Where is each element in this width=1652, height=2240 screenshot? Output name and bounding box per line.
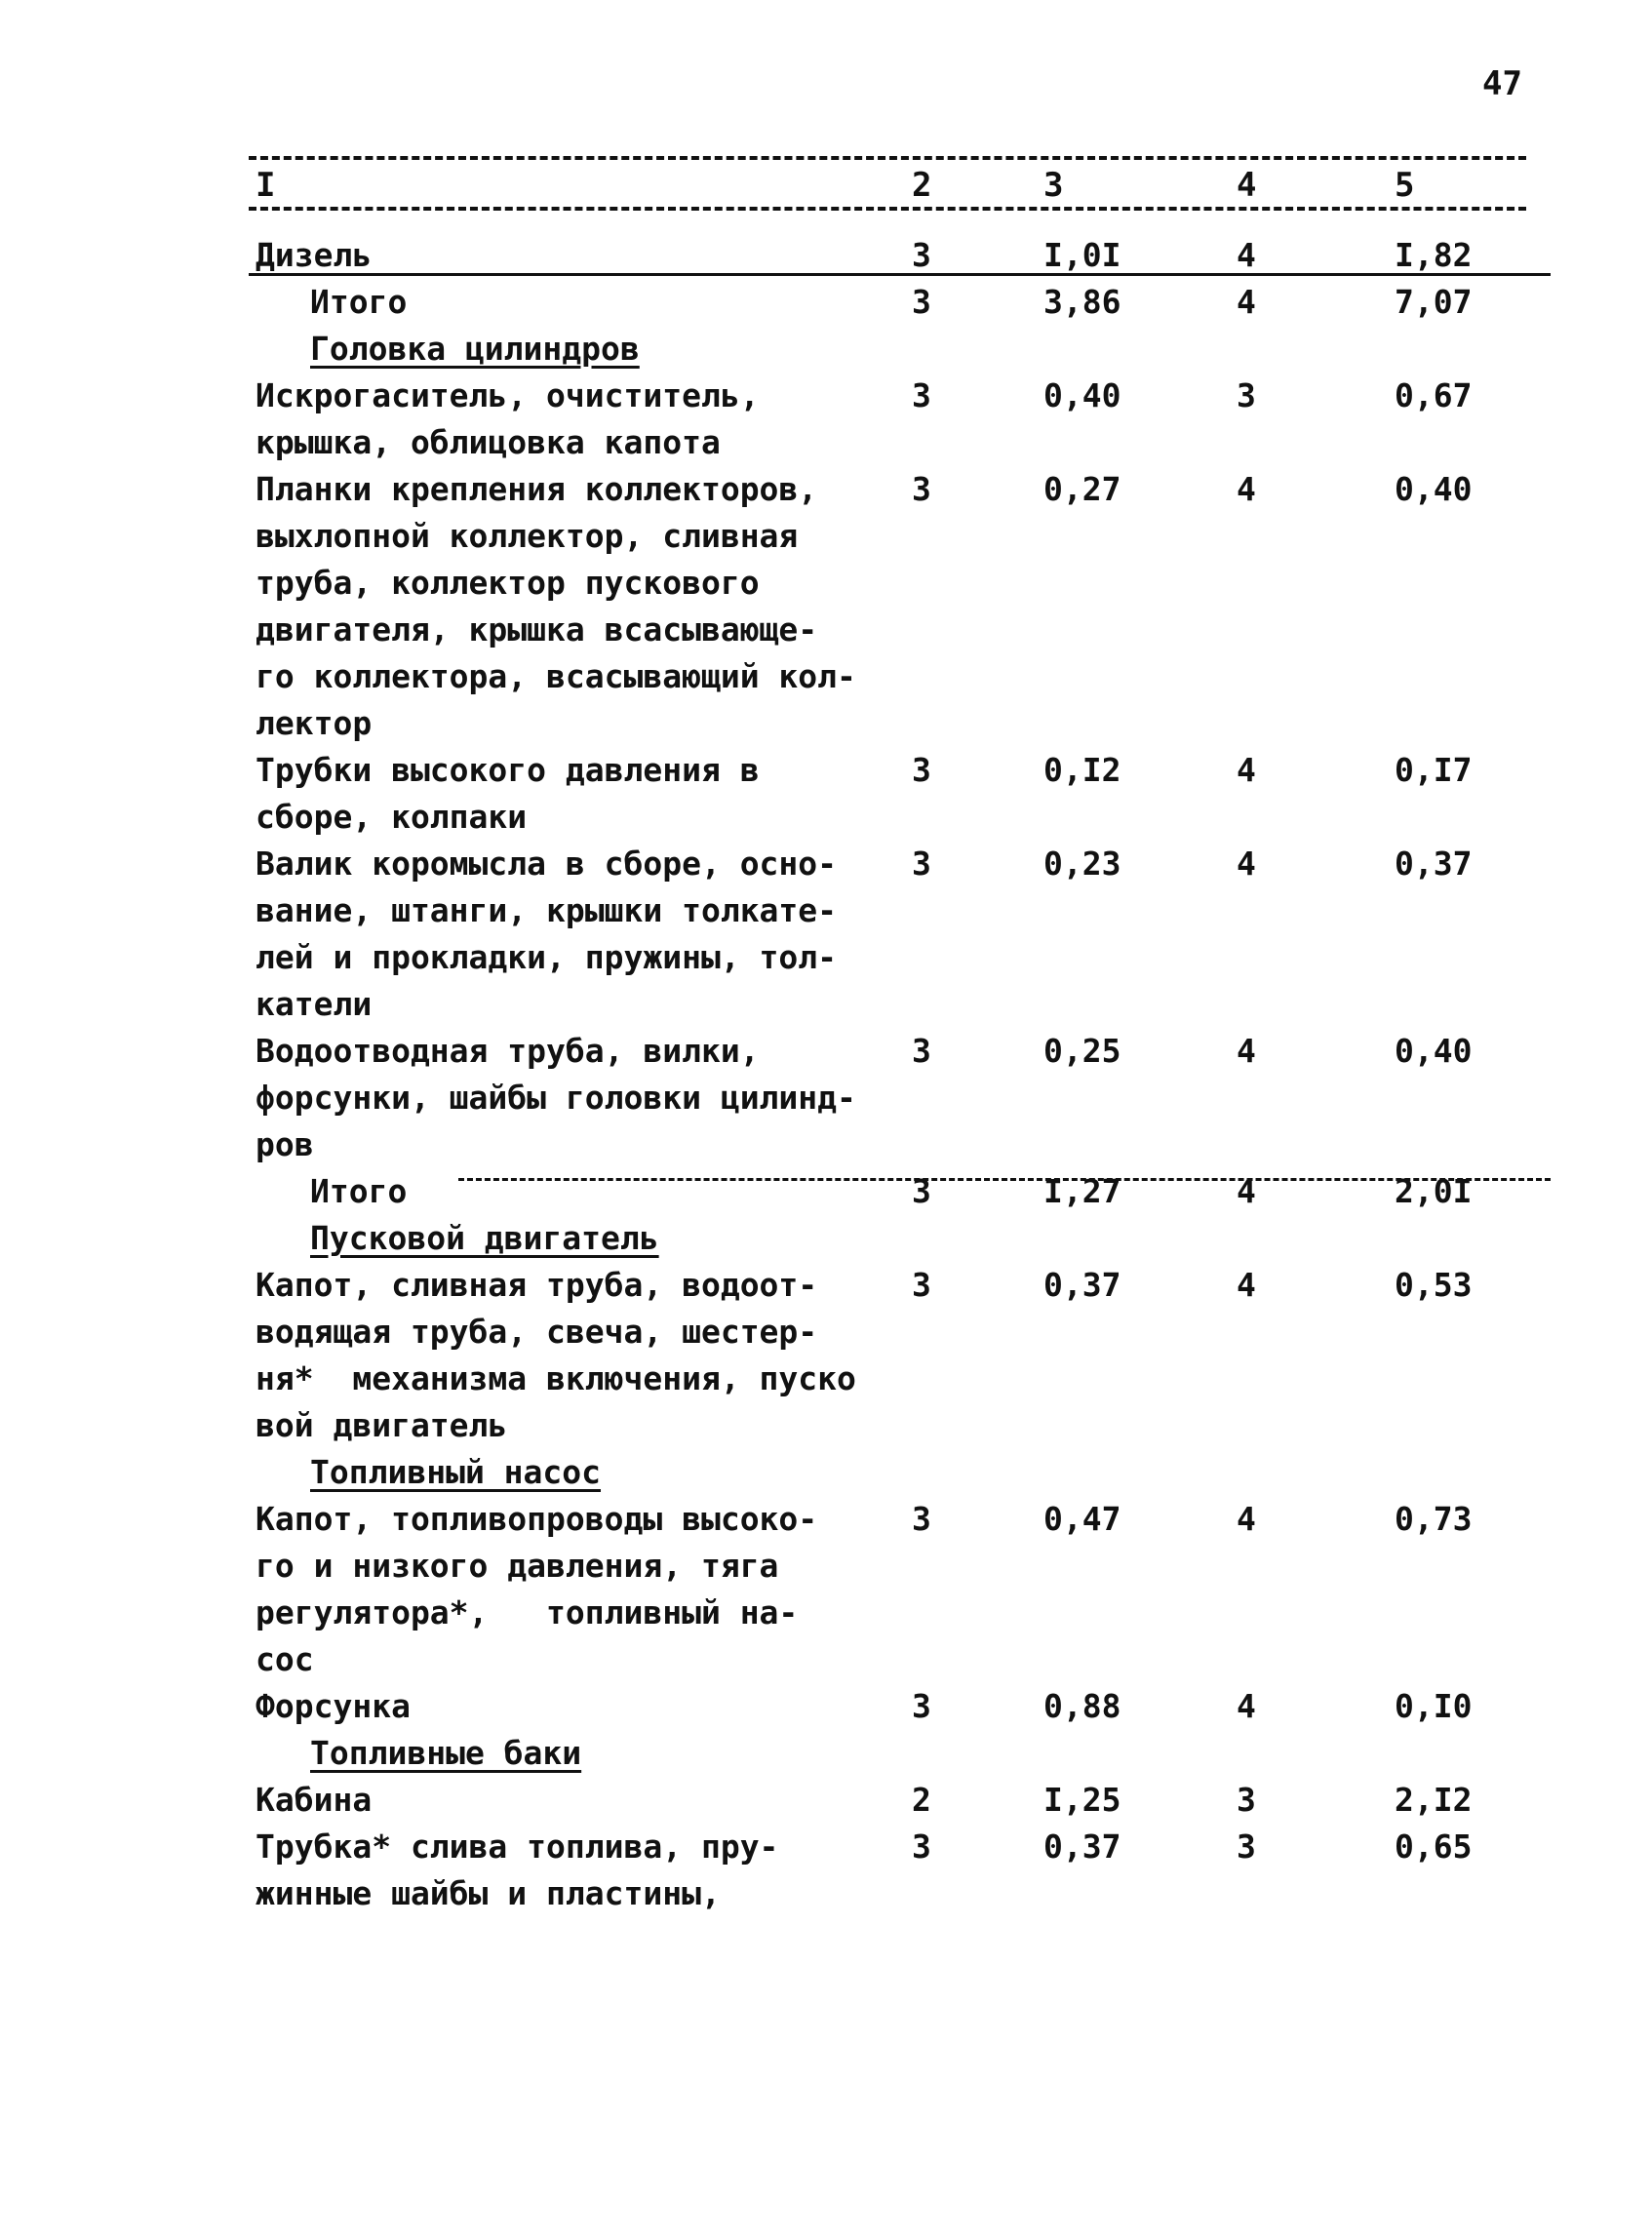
row-description: Планки крепления коллекторов, выхлопной коллектор, сливная труба, коллектор пускового двигателя, крышка всасывающе- го коллектора, всасывающий кол- лектор: [256, 470, 856, 742]
cell-col-5: 0,67: [1395, 376, 1473, 414]
cell-col-5: 0,I0: [1395, 1687, 1473, 1725]
table-row: [0, 841, 1652, 1028]
cell-col-3: 0,47: [1043, 1500, 1121, 1538]
row-description: Капот, сливная труба, водоот- водящая труба, свеча, шестер- ня* механизма включения, пуско вой двигатель: [256, 1266, 856, 1444]
row-description: Трубка* слива топлива, пру- жинные шайбы и пластины,: [256, 1827, 779, 1912]
section-title: Топливные баки: [310, 1734, 582, 1772]
table-row: [0, 1496, 1652, 1683]
row-description: Дизель: [256, 236, 373, 274]
table-row: [0, 747, 1652, 841]
cell-col-2: 3: [912, 1032, 931, 1070]
cell-col-4: 4: [1237, 1500, 1256, 1538]
cell-col-3: 0,40: [1043, 376, 1121, 414]
section-heading-row: [0, 1730, 1652, 1777]
cell-col-5: 7,07: [1395, 283, 1473, 321]
cell-col-2: 3: [912, 1687, 931, 1725]
section-heading-row: [0, 326, 1652, 373]
cell-col-3: 0,23: [1043, 845, 1121, 883]
section-title: Пусковой двигатель: [310, 1219, 659, 1257]
rule-before-total: [458, 1178, 1551, 1181]
cell-col-3: 0,37: [1043, 1827, 1121, 1866]
section-title: Головка цилиндров: [310, 330, 640, 368]
header-col-3: 3: [1043, 166, 1064, 205]
cell-col-5: 2,0I: [1395, 1172, 1473, 1210]
cell-col-2: 3: [912, 376, 931, 414]
table-row: [0, 232, 1652, 279]
cell-col-4: 4: [1237, 751, 1256, 789]
table-row: [0, 1683, 1652, 1730]
row-description: Капот, топливопроводы высоко- го и низкого давления, тяга регулятора*, топливный на- сос: [256, 1500, 818, 1678]
table-row: [0, 466, 1652, 747]
table-row: [0, 1028, 1652, 1168]
cell-col-3: 0,27: [1043, 470, 1121, 508]
cell-col-2: 3: [912, 1266, 931, 1304]
cell-col-4: 3: [1237, 1827, 1256, 1866]
cell-col-2: 3: [912, 283, 931, 321]
section-title: Топливный насос: [310, 1453, 602, 1491]
cell-col-4: 3: [1237, 1781, 1256, 1819]
row-description: Трубки высокого давления в сборе, колпаки: [256, 751, 760, 836]
total-row: [0, 1168, 1652, 1215]
total-row: [0, 279, 1652, 326]
row-description: Итого: [310, 1172, 408, 1210]
row-description: Валик коромысла в сборе, осно- вание, штанги, крышки толкате- лей и прокладки, пружины, тол- катели: [256, 845, 838, 1023]
cell-col-3: 0,25: [1043, 1032, 1121, 1070]
cell-col-4: 4: [1237, 1687, 1256, 1725]
cell-col-5: 0,53: [1395, 1266, 1473, 1304]
row-description: Искрогаситель, очиститель, крышка, облицовка капота: [256, 376, 760, 461]
table-row: [0, 373, 1652, 466]
cell-col-5: 0,40: [1395, 470, 1473, 508]
cell-col-3: 0,37: [1043, 1266, 1121, 1304]
cell-col-4: 4: [1237, 1032, 1256, 1070]
page-number: 47: [1482, 64, 1522, 103]
row-description: Форсунка: [256, 1687, 411, 1725]
cell-col-2: 3: [912, 1500, 931, 1538]
cell-col-4: 4: [1237, 1172, 1256, 1210]
cell-col-4: 4: [1237, 236, 1256, 274]
cell-col-4: 4: [1237, 283, 1256, 321]
table-row: [0, 1824, 1652, 1917]
cell-col-5: 0,37: [1395, 845, 1473, 883]
cell-col-2: 3: [912, 236, 931, 274]
row-description: Итого: [310, 283, 408, 321]
rule-after-diesel: [249, 273, 1551, 276]
cell-col-5: 0,40: [1395, 1032, 1473, 1070]
section-heading-row: [0, 1449, 1652, 1496]
header-col-4: 4: [1237, 166, 1257, 205]
cell-col-5: I,82: [1395, 236, 1473, 274]
row-description: Водоотводная труба, вилки, форсунки, шайбы головки цилинд- ров: [256, 1032, 856, 1163]
cell-col-3: I,27: [1043, 1172, 1121, 1210]
cell-col-2: 2: [912, 1781, 931, 1819]
header-bottom-dashed-line: [249, 207, 1526, 211]
header-col-1: I: [256, 166, 276, 205]
cell-col-2: 3: [912, 1172, 931, 1210]
cell-col-2: 3: [912, 1827, 931, 1866]
row-description: Кабина: [256, 1781, 373, 1819]
cell-col-5: 0,I7: [1395, 751, 1473, 789]
header-col-5: 5: [1395, 166, 1415, 205]
cell-col-3: 0,I2: [1043, 751, 1121, 789]
cell-col-4: 4: [1237, 845, 1256, 883]
cell-col-5: 2,I2: [1395, 1781, 1473, 1819]
cell-col-2: 3: [912, 470, 931, 508]
cell-col-4: 3: [1237, 376, 1256, 414]
cell-col-5: 0,73: [1395, 1500, 1473, 1538]
cell-col-3: I,0I: [1043, 236, 1121, 274]
header-top-dashed-line: [249, 156, 1526, 160]
section-heading-row: [0, 1215, 1652, 1262]
cell-col-4: 4: [1237, 1266, 1256, 1304]
cell-col-3: I,25: [1043, 1781, 1121, 1819]
table-row: [0, 1262, 1652, 1449]
cell-col-2: 3: [912, 845, 931, 883]
cell-col-5: 0,65: [1395, 1827, 1473, 1866]
cell-col-2: 3: [912, 751, 931, 789]
cell-col-3: 3,86: [1043, 283, 1121, 321]
cell-col-4: 4: [1237, 470, 1256, 508]
table-row: [0, 1777, 1652, 1824]
header-col-2: 2: [912, 166, 932, 205]
cell-col-3: 0,88: [1043, 1687, 1121, 1725]
